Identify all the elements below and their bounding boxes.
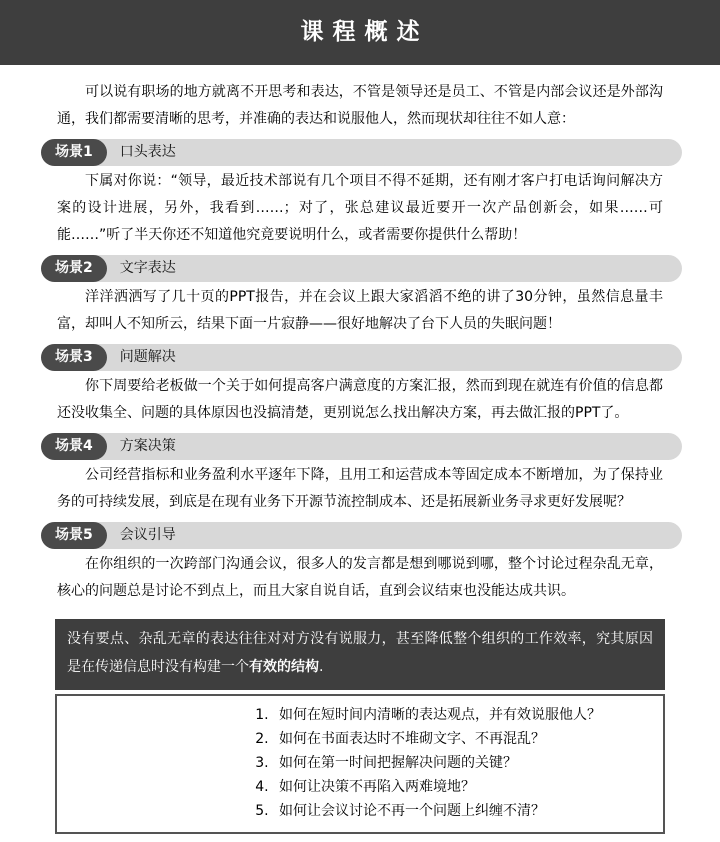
question-item-4: 4. 如何让决策不再陷入两难境地？	[273, 775, 643, 799]
scenario-3-badge: 场景3	[41, 344, 107, 371]
scenario-3-title: 问题解决	[119, 349, 176, 365]
key-questions-list	[249, 703, 643, 823]
summary-note-bold: 有效的结构	[249, 659, 319, 675]
scenario-5-header	[41, 522, 682, 549]
scenario-3-text: 你下周要给老板做一个关于如何提高客户满意度的方案汇报，然而到现在就连有价值的信息都还没收集全、问题的具体原因也没搞清楚，更别说怎么找出解决方案，再去做汇报的PPT了。	[57, 378, 663, 421]
scenario-4-text: 公司经营指标和业务盈利水平逐年下降，且用工和运营成本等固定成本不断增加，为了保持业务的可持续发展，到底是在现有业务下开源节流控制成本、还是拓展新业务寻求更好发展呢？	[57, 467, 663, 510]
scenario-5-badge: 场景5	[41, 522, 107, 549]
scenario-2-text: 洋洋洒洒写了几十页的PPT报告，并在会议上跟大家滔滔不绝的讲了30分钟，虽然信息量丰富，却叫人不知所云，结果下面一片寂静——很好地解决了台下人员的失眠问题！	[57, 289, 663, 332]
scenario-4-title: 方案决策	[119, 438, 176, 454]
scenario-1-header	[41, 139, 682, 166]
key-questions-box	[55, 694, 665, 834]
summary-note-text: 没有要点、杂乱无章的表达往往对对方没有说服力，甚至降低整个组织的工作效率，究其原因是在传递信息时没有构建一个	[67, 631, 653, 675]
intro-paragraph: 可以说有职场的地方就离不开思考和表达，不管是领导还是员工、不管是内部会议还是外部沟通，我们都需要清晰的思考，并准确的表达和说服他人，然而现状却往往不如人意：	[57, 84, 663, 127]
scenario-4-header	[41, 433, 682, 460]
scenario-1-text: 下属对你说：“领导，最近技术部说有几个项目不得不延期，还有刚才客户打电话询问解决方案的设计进展，另外，我看到……；对了，张总建议最近要开一次产品创新会，如果……可能……”听了半天你还不知道他究竟要说明什么，或者需要你提供什么帮助！	[57, 173, 663, 243]
scenario-3-header	[41, 344, 682, 371]
scenario-5-text: 在你组织的一次跨部门沟通会议，很多人的发言都是想到哪说到哪，整个讨论过程杂乱无章，核心的问题总是讨论不到点上，而且大家自说自话，直到会议结束也没能达成共识。	[57, 556, 663, 599]
page-title: 课程概述	[300, 19, 429, 45]
question-item-5: 5. 如何让会议讨论不再一个问题上纠缠不清？	[273, 799, 643, 823]
summary-note	[55, 619, 665, 690]
question-item-2: 2. 如何在书面表达时不堆砌文字、不再混乱？	[273, 727, 643, 751]
scenario-1-badge: 场景1	[41, 139, 107, 166]
question-item-1: 1. 如何在短时间内清晰的表达观点，并有效说服他人？	[273, 703, 643, 727]
summary-note-period: .	[319, 659, 324, 675]
scenario-2-title: 文字表达	[119, 260, 176, 276]
page-header	[0, 0, 720, 65]
scenario-5-title: 会议引导	[119, 527, 176, 543]
scenario-1-title: 口头表达	[119, 144, 176, 160]
question-item-3: 3. 如何在第一时间把握解决问题的关键？	[273, 751, 643, 775]
scenario-2-header	[41, 255, 682, 282]
scenario-4-badge: 场景4	[41, 433, 107, 460]
scenario-2-badge: 场景2	[41, 255, 107, 282]
